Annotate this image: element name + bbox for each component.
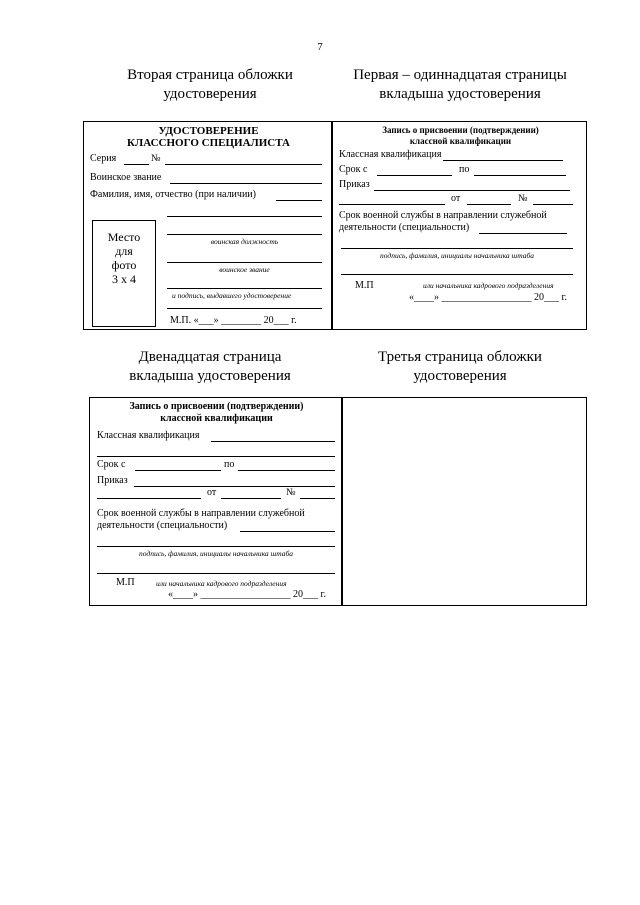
cover-page-3-blank [342, 397, 587, 606]
service-term-line-2: деятельности (специальности) [97, 520, 228, 531]
photo-text: фото [111, 258, 137, 272]
order-line-2 [339, 204, 445, 205]
term-to-line [474, 175, 566, 176]
term-from-label: Срок с [97, 459, 126, 470]
hr-signature-line [341, 274, 573, 275]
mp-label: М.П [355, 280, 374, 291]
series-line [124, 164, 149, 165]
rank-label: Воинское звание [90, 172, 162, 183]
form-title-line-1: УДОСТОВЕРЕНИЕ [158, 125, 259, 137]
service-term-line [240, 531, 335, 532]
fio-line [276, 200, 322, 201]
from-line [221, 498, 281, 499]
photo-text: 3 х 4 [112, 272, 136, 286]
hq-caption: подпись, фамилия, инициалы начальника штаба [380, 251, 534, 260]
rank-caption: воинское звание [219, 265, 270, 274]
qualification-label: Классная квалификация [339, 149, 442, 160]
from-label: от [207, 487, 217, 498]
signature-caption: и подпись, выдавшего удостоверение [172, 291, 292, 300]
hq-caption: подпись, фамилия, инициалы начальника штаба [139, 549, 293, 558]
hq-signature-line [341, 248, 573, 249]
from-line [467, 204, 511, 205]
qualification-line [211, 441, 335, 442]
position-caption: воинская должность [210, 237, 279, 246]
service-term-line-2: деятельности (специальности) [339, 222, 470, 233]
caption-line: удостоверения [163, 86, 257, 102]
number-label: № [151, 153, 161, 164]
from-label: от [451, 193, 461, 204]
order-line [374, 190, 570, 191]
order-label: Приказ [339, 179, 370, 190]
mp-label: М.П [116, 577, 135, 588]
number-line [165, 164, 322, 165]
caption-line: удостоверения [413, 368, 507, 384]
position-line [167, 234, 322, 235]
mp-date: М.П. «___» ________ 20___ г. [170, 315, 297, 326]
qualification-line-2 [97, 456, 335, 457]
order-number-line [533, 204, 573, 205]
term-from-line [377, 175, 452, 176]
caption-line: Третья страница обложки [378, 349, 542, 365]
photo-text: для [115, 244, 133, 258]
term-to-line [238, 470, 335, 471]
hq-signature-line [97, 546, 335, 547]
caption-insert-page-12 [95, 348, 325, 386]
form-title-line-2: КЛАССНОГО СПЕЦИАЛИСТА [127, 137, 290, 149]
term-to-label: по [224, 459, 235, 470]
caption-line: вкладыша удостоверения [379, 86, 541, 102]
order-line [134, 486, 335, 487]
hr-caption: или начальника кадрового подразделения [423, 281, 554, 290]
hr-caption: или начальника кадрового подразделения [156, 579, 287, 588]
rank-line-2 [167, 262, 322, 263]
service-term-line-1: Срок военной службы в направлении служебной [97, 508, 305, 519]
photo-placeholder [92, 220, 156, 327]
rank-line [170, 183, 322, 184]
caption-line: вкладыша удостоверения [129, 368, 291, 384]
date-line: «____» __________________ 20___ г. [168, 589, 326, 600]
certificate-cover-form [83, 121, 332, 330]
caption-insert-pages-1-11 [335, 66, 585, 104]
fio-line-2 [167, 216, 322, 217]
record-form-pages-1-11 [332, 121, 587, 330]
hr-signature-line [97, 573, 335, 574]
order-number-line [300, 498, 335, 499]
signature-line-2 [167, 308, 322, 309]
caption-cover-page-3 [345, 348, 575, 386]
caption-line: Первая – одиннадцатая страницы [353, 67, 567, 83]
date-line: «____» __________________ 20___ г. [409, 292, 567, 303]
page-number: 7 [317, 41, 323, 53]
term-to-label: по [459, 164, 470, 175]
term-from-label: Срок с [339, 164, 368, 175]
qualification-line [443, 160, 563, 161]
fio-label: Фамилия, имя, отчество (при наличии) [90, 189, 256, 200]
order-number-label: № [518, 193, 528, 204]
signature-line [167, 288, 322, 289]
record-form-page-12 [89, 397, 342, 606]
service-term-line [479, 233, 567, 234]
record-title-line-1: Запись о присвоении (подтверждении) [382, 125, 539, 135]
series-label: Серия [90, 153, 117, 164]
service-term-line-1: Срок военной службы в направлении служебной [339, 210, 547, 221]
qualification-label: Классная квалификация [97, 430, 200, 441]
caption-line: Вторая страница обложки [127, 67, 293, 83]
order-line-2 [97, 498, 201, 499]
order-number-label: № [286, 487, 296, 498]
caption-line: Двенадцатая страница [138, 349, 282, 365]
record-title-line-2: классной квалификации [409, 136, 512, 146]
record-title-line-2: классной квалификации [160, 413, 273, 424]
caption-cover-page-2 [95, 66, 325, 104]
term-from-line [135, 470, 221, 471]
order-label: Приказ [97, 475, 128, 486]
photo-text: Место [107, 230, 141, 244]
record-title-line-1: Запись о присвоении (подтверждении) [129, 401, 304, 412]
